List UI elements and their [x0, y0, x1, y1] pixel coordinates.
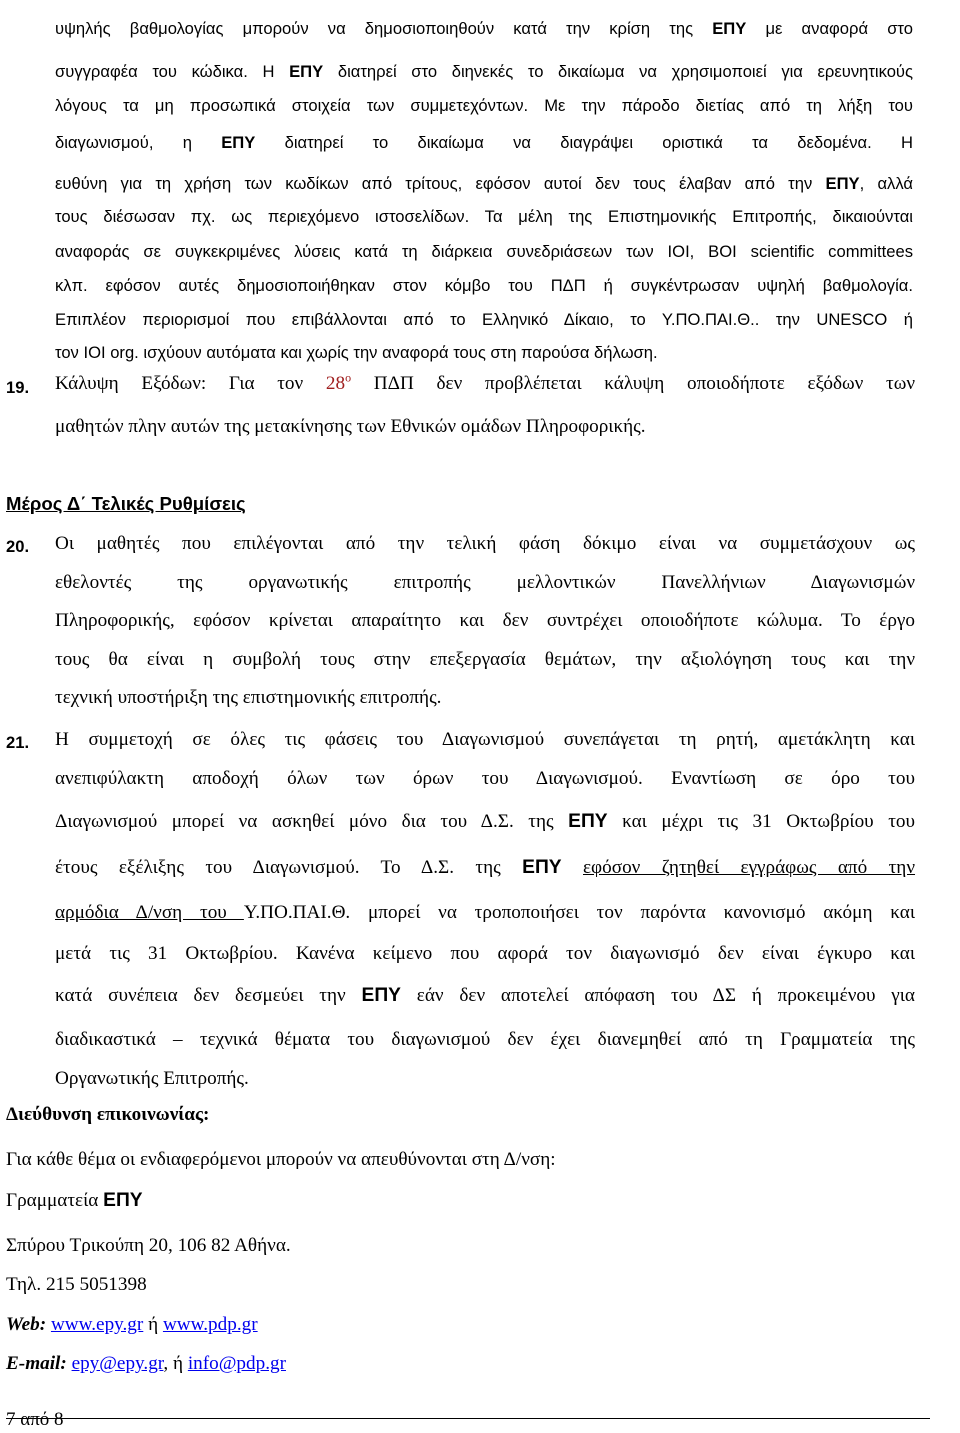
text-line: υψηλής βαθμολογίας μπορούν να δημοσιοποιηθούν κατά την κρίση της ΕΠΥ με αναφορά στο — [55, 19, 913, 38]
item-number: 21. — [6, 733, 30, 752]
section-heading: Μέρος Δ΄ Τελικές Ρυθμίσεις — [6, 493, 246, 514]
web-label: Web: — [6, 1314, 47, 1335]
item-number: 19. — [6, 378, 30, 397]
web-link-epy[interactable]: www.epy.gr — [50, 1314, 144, 1335]
contact-web: Web: www.epy.gr ή www.pdp.gr — [6, 1314, 258, 1335]
text-line: διαδικαστικά – τεχνικά θέματα του διαγωνισμού δεν έχει διανεμηθεί από τη Γραμματεία της — [55, 1029, 915, 1050]
text-line: διαγωνισμού, η ΕΠΥ διατηρεί το δικαίωμα να διαγράψει οριστικά τα δεδομένα. Η — [55, 133, 913, 152]
text-line: τους διέσωσαν πχ. ως περιεχόμενο ιστοσελίδων. Τα μέλη της Επιστημονικής Επιτροπής, δικαιούνται — [55, 207, 913, 226]
text-line: Η συμμετοχή σε όλες τις φάσεις του Διαγωνισμού συνεπάγεται τη ρητή, αμετάκλητη και — [55, 729, 915, 750]
text-line: αναφοράς σε συγκεκριμένες λύσεις κατά τη διάρκεια συνεδριάσεων των IOI, BOI scientific committees — [55, 242, 913, 261]
web-link-pdp[interactable]: www.pdp.gr — [162, 1314, 258, 1335]
item-number: 20. — [6, 537, 30, 556]
text-line: συγγραφέα του κώδικα. Η ΕΠΥ διατηρεί στο διηνεκές το δικαίωμα να χρησιμοποιεί για ερευνητικούς — [55, 62, 913, 81]
text-line: έτους εξέλιξης του Διαγωνισμού. Το Δ.Σ. της ΕΠΥ εφόσον ζητηθεί εγγράφως από την — [55, 857, 916, 878]
epy-abbrev: ΕΠΥ — [289, 62, 324, 81]
text-line: κατά συνέπεια δεν δεσμεύει την ΕΠΥ εάν δεν αποτελεί απόφαση του ΔΣ ή προκειμένου για — [55, 985, 915, 1006]
email-link-epy[interactable]: epy@epy.gr — [71, 1353, 164, 1374]
text-line: ευθύνη για τη χρήση των κωδίκων από τρίτους, εφόσον αυτοί δεν τους έλαβαν από την ΕΠΥ, αλλά — [55, 174, 913, 193]
contact-intro: Για κάθε θέμα οι ενδιαφερόμενοι μπορούν να απευθύνονται στη Δ/νση: — [6, 1149, 556, 1170]
text-line: Επιπλέον περιορισμοί που επιβάλλονται από το Ελληνικό Δίκαιο, το Υ.ΠΟ.ΠΑΙ.Θ.. την UNESCO ή — [55, 310, 914, 329]
text-line: κλπ. εφόσον αυτές δημοσιοποιήθηκαν στον κόμβο του ΠΔΠ ή συγκέντρωσαν υψηλή βαθμολογία. — [55, 276, 913, 295]
epy-abbrev: ΕΠΥ — [361, 985, 401, 1006]
text-line: λόγους τα μη προσωπικά στοιχεία των συμμετεχόντων. Με την πάροδο διετίας από τη λήξη του — [55, 96, 913, 115]
text-line: Πληροφορικής, εφόσον κρίνεται απαραίτητο και δεν συντρέχει οποιοδήποτε κώλυμα. Το έργο — [55, 610, 915, 631]
text-line: Κάλυψη Εξόδων: Για τον $28^o$ ΠΔΠ δεν προβλέπεται κάλυψη οποιοδήποτε εξόδων των — [55, 370, 915, 394]
epy-abbrev: ΕΠΥ — [522, 857, 562, 878]
epy-abbrev: ΕΠΥ — [568, 811, 608, 832]
text-line: Οι μαθητές που επιλέγονται από την τελική φάση δόκιμο είναι να συμμετάσχουν ως — [55, 533, 915, 554]
text-line: Οργανωτικής Επιτροπής. — [55, 1068, 249, 1089]
epy-abbrev: ΕΠΥ — [103, 1190, 143, 1211]
text-line: Διαγωνισμού μπορεί να ασκηθεί μόνο δια του Δ.Σ. της ΕΠΥ και μέχρι τις 31 Οκτωβρίου του — [55, 811, 915, 832]
text-line: μετά τις 31 Οκτωβρίου. Κανένα κείμενο που αφορά τον διαγωνισμό δεν είναι έγκυρο και — [55, 943, 915, 964]
text-line: τους θα είναι η συμβολή τους στην επεξεργασία θεμάτων, την αξιολόγηση τους και την — [55, 649, 915, 670]
contact-secretariat: Γραμματεία ΕΠΥ — [6, 1190, 143, 1211]
text-line: ανεπιφύλακτη αποδοχή όλων των όρων του Διαγωνισμού. Εναντίωση σε όρο του — [55, 768, 915, 789]
email-label: E-mail: — [6, 1353, 67, 1374]
page-number: 7 από 8 — [6, 1409, 64, 1430]
footer-divider — [6, 1418, 930, 1419]
epy-abbrev: ΕΠΥ — [825, 174, 860, 193]
text-line: τον IOI org. ισχύουν αυτόματα και χωρίς την αναφορά τους στη παρούσα δήλωση. — [55, 343, 658, 362]
text-line: εθελοντές της οργανωτικής επιτροπής μελλοντικών Πανελλήνιων Διαγωνισμών — [55, 572, 915, 593]
text-line: τεχνική υποστήριξη της επιστημονικής επιτροπής. — [55, 687, 442, 708]
epy-abbrev: ΕΠΥ — [712, 19, 747, 38]
epy-abbrev: ΕΠΥ — [221, 133, 256, 152]
contact-phone: Τηλ. 215 5051398 — [6, 1274, 147, 1295]
contact-address: Σπύρου Τρικούπη 20, 106 82 Αθήνα. — [6, 1235, 291, 1256]
contact-heading: Διεύθυνση επικοινωνίας: — [6, 1104, 210, 1125]
text-line: αρμόδια Δ/νση του Υ.ΠΟ.ΠΑΙ.Θ. μπορεί να τροποποιήσει τον παρόντα κανονισμό ακόμη και — [55, 902, 915, 923]
text-line: μαθητών πλην αυτών της μετακίνησης των Εθνικών ομάδων Πληροφορικής. — [55, 416, 646, 437]
contact-email: E-mail: epy@epy.gr, ή info@pdp.gr — [6, 1353, 286, 1374]
email-link-pdp[interactable]: info@pdp.gr — [187, 1353, 286, 1374]
